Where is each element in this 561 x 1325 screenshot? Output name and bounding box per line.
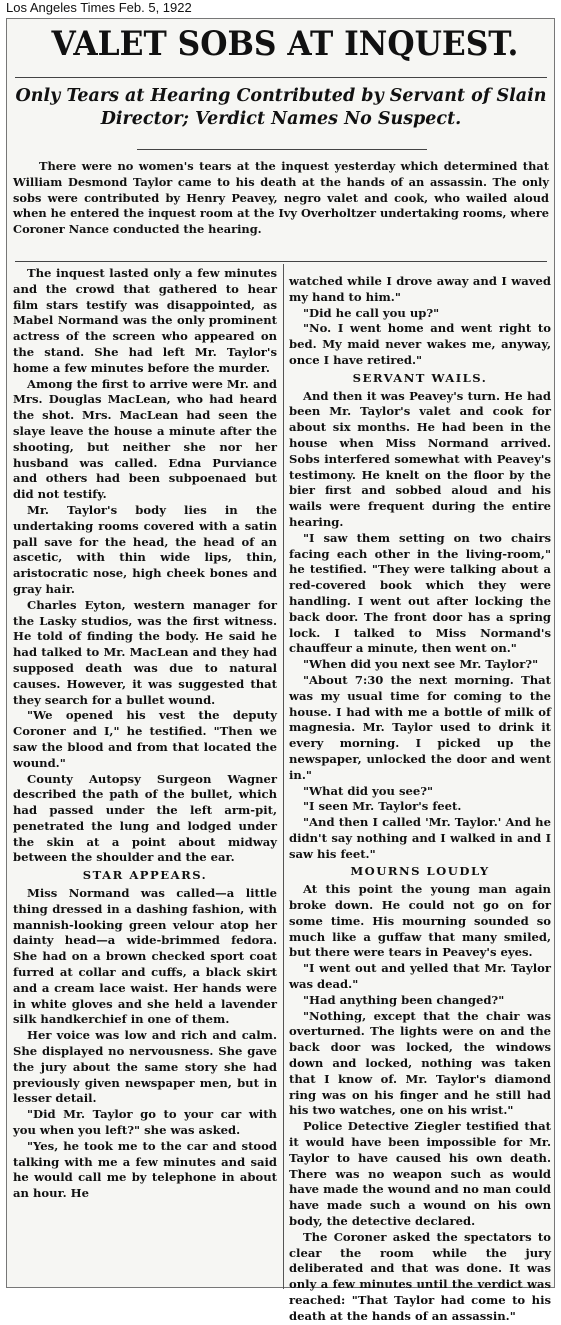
paragraph: Her voice was low and rich and calm. She displayed no nervousness. She gave the jury about the same story she had previously given newspaper men, but in lesser detail. [13,1028,277,1106]
paragraph: At this point the young man again broke down. He could not go on for some time. His mourning sounded so much like a guffaw that many smiled, but there were tears in Peavey's eyes. [289,882,551,960]
paragraph: "Nothing, except that the chair was overturned. The lights were on and the back door was locked, the windows down and locked, nothing was taken that I know of. Mr. Taylor's diamond ring was on his finger and he still had his two watches, one on his wrist." [289,1008,551,1118]
paragraph: The Coroner asked the spectators to clear the room while the jury deliberated and that was done. It was only a few minutes until the verdict was reached: "That Taylor had come to his death at the hands of an assassin." [289,1229,551,1323]
paragraph: "Yes, he took me to the car and stood talking with me a few minutes and said he would call me by telephone in about an hour. He [13,1138,277,1201]
paragraph: And then it was Peavey's turn. He had been Mr. Taylor's valet and cook for about six months. He had been in the house when Miss Normand arrived. Sobs interfered somewhat with Peavey's testimony. He knelt on the floor by the bier first and sobbed aloud and his wails were frequent during the entire hearing. [289,388,551,529]
paragraph: watched while I drove away and I waved my hand to him." [289,274,551,304]
paragraph: Mr. Taylor's body lies in the undertaking rooms covered with a satin pall save for the head, the head of an ascetic, with thin wide lips, thin, aristocratic nose, high cheek bones and gray hair. [13,502,277,596]
lead-paragraph: There were no women's tears at the inquest yesterday which determined that William Desmond Taylor came to his death at the hands of an assassin. The only sobs were contributed by Henry Peavey, negro valet and cook, who wailed aloud when he entered the inquest room at the Ivy Overholtzer undertaking rooms, where Coroner Nance conducted the hearing. [13,159,549,237]
paragraph: "We opened his vest the deputy Coroner and I," he testified. "Then we saw the blood and from that located the wound." [13,708,277,770]
source-dateline: Los Angeles Times Feb. 5, 1922 [6,0,192,15]
deck-subheadline: Only Tears at Hearing Contributed by Servant of Slain Director; Verdict Names No Suspect. [15,86,547,129]
paragraph: Miss Normand was called—a little thing dressed in a dashing fashion, with mannish-looking green velour atop her dainty head—a wide-brimmed fedora. She had on a brown checked sport coat furred at collar and cuffs, a black skirt and a cream lace waist. Her hands were in white gloves and she held a lavender silk handkerchief in one of them. [13,886,277,1027]
column-left [13,266,277,1202]
lead-rule [15,261,547,262]
paragraph: Police Detective Ziegler testified that it would have been impossible for Mr. Taylor to have caused his own death. There was no weapon such as would have made the wound and no man could have made such a wound on his own body, the detective declared. [289,1119,551,1229]
paragraph: The inquest lasted only a few minutes and the crowd that gathered to hear film stars testify was disappointed, as Mabel Normand was the only prominent actress of the screen who appeared on the stand. She had left Mr. Taylor's home a few minutes before the murder. [13,266,277,375]
subheading-servant-wails: SERVANT WAILS. [352,370,488,385]
column-right [289,274,551,1325]
newspaper-clipping [6,18,555,1323]
paragraph: "I seen Mr. Taylor's feet. [303,799,462,814]
paragraph: "And then I called 'Mr. Taylor.' And he didn't say nothing and I walked in and I saw his feet." [289,815,551,861]
subheading-mourns-loudly: MOURNS LOUDLY [350,864,490,879]
paragraph: "I went out and yelled that Mr. Taylor was dead." [289,961,551,992]
headline: VALET SOBS AT INQUEST. [51,24,519,64]
paragraph: "About 7:30 the next morning. That was my usual time for coming to the house. I had with me a bottle of milk of magnesia. Mr. Taylor used to drink it every morning. I picked up the newspaper, unlocked the door and went in." [289,672,551,782]
deck-rule [137,149,427,150]
paragraph: Among the first to arrive were Mr. and Mrs. Douglas MacLean, who had heard the shot. Mrs. MacLean had seen the slaye leave the house a minute after the shooting, but neither she nor her husband was called. Edna Purviance and others had been subpoenaed but did not testify. [13,376,277,502]
paragraph: "I saw them setting on two chairs facing each other in the living-room," he testified. "They were talking about a red-covered book which they were handling. I went out after locking the back door. The front door has a spring lock. I talked to Miss Normand's chauffeur a minute, then went on." [289,530,551,656]
paragraph: "Had anything been changed?" [303,992,505,1007]
paragraph: "Did Mr. Taylor go to your car with you when you left?" she was asked. [13,1107,277,1138]
subheading-star-appears: STAR APPEARS. [82,868,208,883]
paragraph: County Autopsy Surgeon Wagner described the path of the bullet, which had passed under the left arm-pit, penetrated the lung and lodged under the skin at a point about midway between the shoulder and the ear. [13,771,277,865]
paragraph: "What did you see?" [303,783,434,798]
paragraph: "No. I went home and went right to bed. My maid never wakes me, anyway, once I have retired." [289,321,551,367]
paragraph: Charles Eyton, western manager for the Lasky studios, was the first witness. He told of finding the body. He said he had talked to Mr. MacLean and they had supposed death was due to natural causes. However, it was suggested that they search for a bullet wound. [13,597,277,707]
paragraph: "Did he call you up?" [303,305,440,320]
headline-rule [15,77,547,78]
paragraph: "When did you next see Mr. Taylor?" [303,657,539,672]
column-divider [283,264,284,1289]
